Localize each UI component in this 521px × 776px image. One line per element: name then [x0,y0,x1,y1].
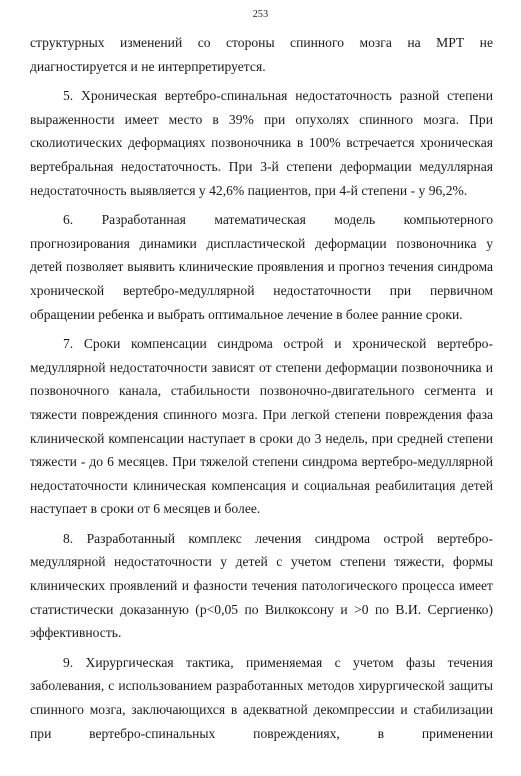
page-number: 253 [252,9,269,20]
paragraph-continuation: структурных изменений со стороны спинного мозга на МРТ не диагностируется и не интерпретируется. [30,35,493,74]
paragraph-item-5: 5. Хроническая вертебро-спинальная недостаточность разной степени выраженности имеет место в 39% при опухолях спинного мозга. При сколиотических деформациях позвоночника в 100% встречается хроническая вертебральная недостаточность. При 3-й степени деформации медуллярная недостаточность выявляется у 42,6% пациентов, при 4-й степени - у 96,2%. [30,88,493,198]
body-text [30,31,493,745]
paragraph-item-6: 6. Разработанная математическая модель компьютерного прогнозирования динамики диспластической деформации позвоночника у детей позволяет выявить клинические проявления и прогноз течения синдрома хронической вертебро-медуллярной недостаточности при первичном обращении ребенка и выбрать оптимальное лечение в более ранние сроки. [30,212,493,322]
paragraph-item-8: 8. Разработанный комплекс лечения синдрома острой вертебро-медуллярной недостаточности у детей с учетом степени тяжести, формы клинических проявлений и фазности течения патологического процесса имеет статистически доказанную (р<0,05 по Вилкоксону и >0 по В.И. Сергиенко) эффективность. [30,530,493,641]
paragraph-item-7: 7. Сроки компенсации синдрома острой и хронической вертебро-медуллярной недостаточности зависят от степени деформации позвоночника и позвоночного канала, стабильности позвоночно-двигательного сегмента и тяжести повреждения спинного мозга. При легкой степени повреждения фаза клинической компенсации наступает в сроки до 3 недель, при средней степени тяжести - до 6 месяцев. При тяжелой степени синдрома вертебро-медуллярной недостаточности клиническая компенсация и социальная реабилитация детей наступает в сроки от 6 месяцев и более. [30,336,493,517]
paragraph-item-9: 9. Хирургическая тактика, применяемая с учетом фазы течения заболевания, с использованием разработанных методов хирургической защиты спинного мозга, заключающихся в адекватной декомпрессии и стабилизации при вертебро-спинальных повреждениях, в применении [30,654,493,741]
